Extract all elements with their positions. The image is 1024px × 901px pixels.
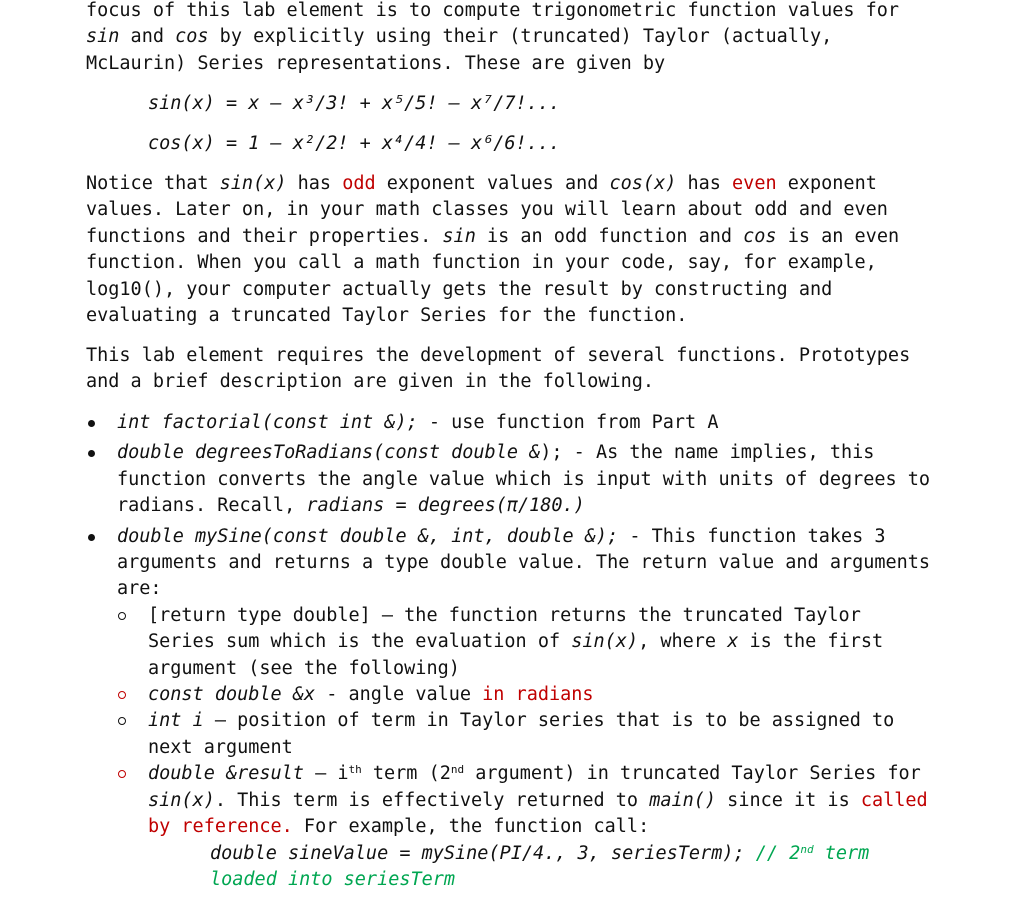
my-sine-description: - This function takes 3 — [618, 525, 886, 547]
factorial-description: - use function from Part A — [417, 412, 719, 433]
cos-term: cos — [175, 26, 209, 48]
sub-item-position-argument — [117, 708, 966, 761]
notice-text: log10(), your computer actually gets the result by constructing and — [86, 278, 833, 300]
my-sine-description: are: — [117, 578, 162, 600]
cos-term: cos — [743, 225, 777, 247]
sine-series-equation: sin(x) = x – x³/3! + x⁵/5! – x⁷/7!... — [148, 93, 561, 114]
requirements-text: This lab element requires the development of several functions. Prototypes — [86, 345, 911, 366]
sin-x-term: sin(x) — [571, 631, 639, 653]
list-item-factorial — [86, 410, 966, 436]
example-code — [148, 841, 966, 894]
notice-text: functions and their properties. — [86, 225, 443, 247]
sin-x-term: sin(x) — [219, 173, 287, 194]
notice-text: Notice that — [86, 173, 220, 194]
cos-x-term: cos(x) — [609, 173, 677, 194]
superscript: nd — [800, 842, 814, 856]
my-sine-prototype: double mySine(const double &, int, double &); — [117, 525, 619, 547]
intro-paragraph — [86, 0, 986, 77]
sub-item-result-argument — [117, 761, 966, 893]
factorial-prototype: int factorial(const int &); — [117, 412, 418, 433]
sin-term: sin — [442, 225, 476, 247]
degrees-to-radians-prototype: double degreesToRadians(const double & — [117, 442, 541, 464]
code-comment: // 2 — [744, 842, 801, 864]
sin-term: sin — [86, 26, 120, 48]
degrees-to-radians-description: function converts the angle value which is input with units of degrees to — [117, 468, 931, 490]
odd-highlight: odd — [342, 173, 376, 194]
intro-text: and — [119, 26, 176, 48]
function-prototype-list — [86, 410, 966, 893]
degrees-to-radians-description: radians. Recall, — [117, 495, 307, 517]
notice-text: evaluating a truncated Taylor Series for the function. — [86, 305, 688, 327]
return-type-text: is the first — [738, 631, 884, 653]
main-function-ref: main() — [649, 789, 717, 811]
list-item-degrees-to-radians — [86, 440, 966, 519]
sin-x-term: sin(x) — [148, 789, 215, 811]
sub-item-angle-argument — [117, 682, 966, 708]
result-description: since it is — [716, 789, 861, 811]
notice-text: values. Later on, in your math classes you will learn about odd and even — [86, 199, 888, 221]
result-description: term (2 — [361, 763, 451, 785]
radians-formula: radians = degrees(π/180.) — [306, 495, 585, 517]
result-description: . This term is effectively returned to — [214, 789, 650, 811]
notice-text: has — [286, 173, 343, 194]
result-description: argument) in truncated Taylor Series for — [464, 763, 921, 785]
return-type-text: , where — [638, 631, 728, 653]
x-variable: x — [727, 631, 739, 653]
sub-item-return-type — [117, 603, 966, 682]
by-reference-highlight: by reference. — [148, 816, 293, 838]
code-comment: term — [813, 842, 870, 864]
position-description: next argument — [148, 736, 293, 758]
return-type-text: [return type double] – the function returns the truncated Taylor — [148, 604, 861, 626]
result-parameter: double &result — [148, 763, 304, 785]
notice-text: exponent values and — [375, 173, 610, 194]
code-statement: double sineValue = mySine(PI/4., 3, seriesTerm); — [210, 842, 745, 864]
notice-text: function. When you call a math function in your code, say, for example, — [86, 252, 877, 274]
position-description: – position of term in Taylor series that is to be assigned to — [203, 710, 895, 732]
list-item-my-sine — [86, 524, 966, 894]
position-parameter: int i — [148, 710, 204, 732]
result-description: For example, the function call: — [292, 816, 650, 838]
degrees-to-radians-description: ); - As the name implies, this — [540, 442, 875, 464]
notice-text: exponent — [776, 173, 877, 194]
angle-parameter: const double &x — [148, 684, 316, 706]
intro-line-3: McLaurin) Series representations. These are given by — [86, 52, 666, 74]
code-comment: loaded into seriesTerm — [210, 868, 456, 890]
result-description: – i — [303, 763, 349, 785]
superscript: th — [348, 763, 362, 777]
notice-text: is an even — [776, 225, 900, 247]
called-highlight: called — [860, 789, 928, 811]
even-highlight: even — [732, 173, 777, 194]
in-radians-highlight: in radians — [482, 684, 594, 706]
intro-line-1: focus of this lab element is to compute trigonometric function values for — [86, 0, 900, 21]
my-sine-description: arguments and returns a type double value. The return value and arguments — [117, 552, 931, 574]
my-sine-argument-list — [117, 603, 966, 893]
cosine-series-equation: cos(x) = 1 – x²/2! + x⁴/4! – x⁶/6!... — [148, 133, 561, 154]
return-type-text: argument (see the following) — [148, 657, 460, 679]
angle-description: - angle value — [315, 684, 483, 706]
requirements-text: and a brief description are given in the following. — [86, 371, 655, 393]
requirements-paragraph — [86, 343, 986, 396]
notice-text: has — [676, 173, 733, 194]
return-type-text: Series sum which is the evaluation of — [148, 631, 572, 653]
superscript: nd — [450, 763, 465, 777]
notice-paragraph — [86, 171, 986, 329]
notice-text: is an odd function and — [475, 225, 744, 247]
intro-text: by explicitly using their (truncated) Taylor (actually, — [208, 26, 833, 48]
